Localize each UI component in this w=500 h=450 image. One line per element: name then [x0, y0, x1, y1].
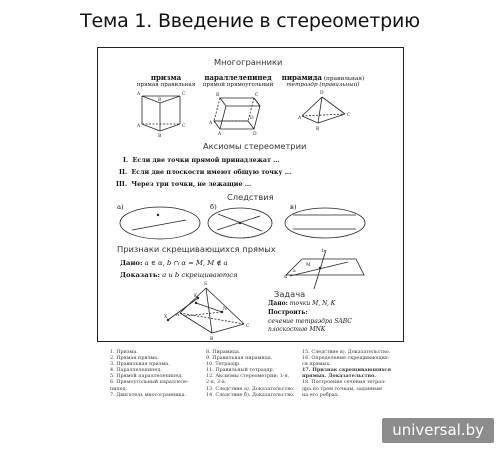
legend-column-3: [302, 349, 391, 398]
svg-text:B: B: [216, 93, 220, 98]
svg-text:S: S: [204, 282, 208, 287]
legend-item: 10. Тетраэдр.: [206, 361, 241, 368]
legend-item: 6. Прямоугольный параллеле-: [110, 379, 189, 386]
corollary-c-label: в): [290, 203, 297, 211]
legend-item: 13. Следствие а). Доказательство.: [206, 385, 295, 392]
axiom-1-num: I.: [123, 157, 129, 164]
legend-item: пипед.: [110, 385, 128, 392]
legend-item: ся прямых.: [302, 361, 331, 368]
svg-text:A: A: [298, 116, 302, 121]
page-title: Тема 1. Введение в стереометрию: [80, 10, 420, 32]
legend-item: 11. Правильный тетраэдр.: [206, 367, 275, 374]
given-formula: a ∈ α, b ∩ α = M, M ∉ a: [144, 259, 228, 267]
task-given-label: Дано:: [268, 300, 288, 307]
svg-text:D: D: [250, 116, 254, 121]
legend-item: 8. Пирамида.: [206, 349, 241, 355]
svg-text:C: C: [182, 124, 186, 129]
tetrahedron-figure: [168, 288, 244, 333]
axiom-3-text: Через три точки, не лежащие ...: [131, 181, 252, 188]
parallelepiped-subtitle: прямой прямоугольный: [202, 82, 274, 88]
svg-text:a: a: [293, 269, 296, 274]
corollary-c-figure: [285, 208, 365, 238]
axiom-2-num: II.: [119, 169, 128, 176]
task-build-text2: плоскостью MNK: [268, 326, 326, 333]
svg-text:B: B: [158, 134, 162, 139]
svg-text:A: A: [137, 124, 141, 129]
legend-item: 4. Параллелепипед.: [110, 367, 162, 374]
legend-item: 5. Прямой параллелепипед.: [110, 373, 183, 380]
svg-text:N: N: [223, 307, 227, 312]
task-build-label: Построить:: [268, 309, 308, 316]
svg-text:α: α: [284, 275, 288, 280]
corollary-a-label: а): [117, 203, 124, 211]
task-given-text: точки M, N, K: [289, 300, 336, 307]
svg-text:A: A: [218, 132, 222, 137]
parallelepiped-figure: [214, 98, 260, 129]
legend-item: 17. Признак скрещивающихся: [302, 367, 391, 374]
section-axioms: Аксиомы стереометрии: [203, 141, 307, 151]
section-polyhedra: Многогранники: [214, 57, 283, 67]
corollary-a-figure: [120, 207, 200, 239]
corollary-b-label: б): [210, 203, 217, 211]
pyramid-title: пирамида: [281, 73, 322, 82]
prism-subtitle: прямая правильная: [136, 82, 196, 88]
svg-text:C: C: [347, 113, 351, 118]
prove-label: Доказать:: [120, 271, 160, 279]
given-label: Дано:: [120, 259, 143, 267]
legend-item: 15. Следствие в). Доказательство.: [302, 349, 391, 355]
svg-text:b: b: [322, 249, 325, 254]
svg-text:A: A: [209, 121, 213, 126]
axiom-3-num: III.: [116, 181, 128, 188]
section-task: Задача: [274, 289, 306, 299]
legend-item: 1. Призма.: [110, 349, 138, 355]
legend-item: 16. Определение скрещивающих-: [302, 355, 390, 362]
axiom-1-text: Если две точки прямой принадлежат ...: [132, 157, 280, 164]
legend-item: 7. Двигатель многогранника.: [110, 391, 187, 398]
legend-item: прямых. Доказательство.: [302, 373, 376, 380]
legend-column-1: [110, 349, 189, 398]
legend-item: 2-я, 3-я.: [206, 379, 227, 386]
legend-column-2: [206, 349, 295, 398]
svg-text:X: X: [164, 315, 168, 320]
svg-text:D: D: [253, 132, 257, 137]
pyramid-title-extra: (правильная): [321, 76, 365, 82]
legend-item: 2. Прямая призма.: [110, 355, 159, 362]
svg-text:A: A: [137, 92, 141, 97]
legend-item: дра по трем точкам, заданным: [302, 385, 382, 392]
legend-item: 12. Аксиомы стереометрии: 1-я,: [206, 373, 290, 380]
prism-title: призма: [150, 73, 182, 82]
svg-text:B: B: [316, 127, 320, 132]
prove-text: a и b скрещиваются: [162, 271, 238, 279]
parallelepiped-title: параллелепипед: [204, 73, 272, 82]
svg-text:D: D: [320, 91, 324, 96]
legend-item: 3. Правильная призма.: [110, 361, 170, 368]
svg-text:A: A: [176, 313, 180, 318]
svg-text:C: C: [255, 93, 259, 98]
svg-text:K: K: [194, 294, 198, 299]
section-corollaries: Следствия: [227, 192, 274, 202]
legend-item: на его ребрах.: [302, 391, 340, 398]
watermark: universal.by: [382, 418, 494, 443]
task-build-text1: сечение тетраэдра SABC: [268, 318, 352, 325]
svg-text:B: B: [158, 98, 162, 103]
pyramid-figure: [302, 97, 345, 123]
pyramid-subtitle: тетраэдр (правильный): [286, 82, 360, 88]
section-skew: Признаки скрещивающихся прямых: [117, 244, 276, 254]
legend-item: 14. Следствие б). Доказательство.: [206, 391, 295, 398]
svg-text:M: M: [306, 263, 311, 268]
svg-text:C: C: [182, 92, 186, 97]
svg-text:C: C: [246, 324, 250, 329]
svg-text:B: B: [210, 337, 214, 342]
legend-item: 9. Правильная пирамида.: [206, 355, 273, 362]
axiom-2-text: Если две плоскости имеют общую точку ...: [131, 169, 292, 176]
legend-item: 18. Построение сечения тетраэ-: [302, 379, 386, 386]
